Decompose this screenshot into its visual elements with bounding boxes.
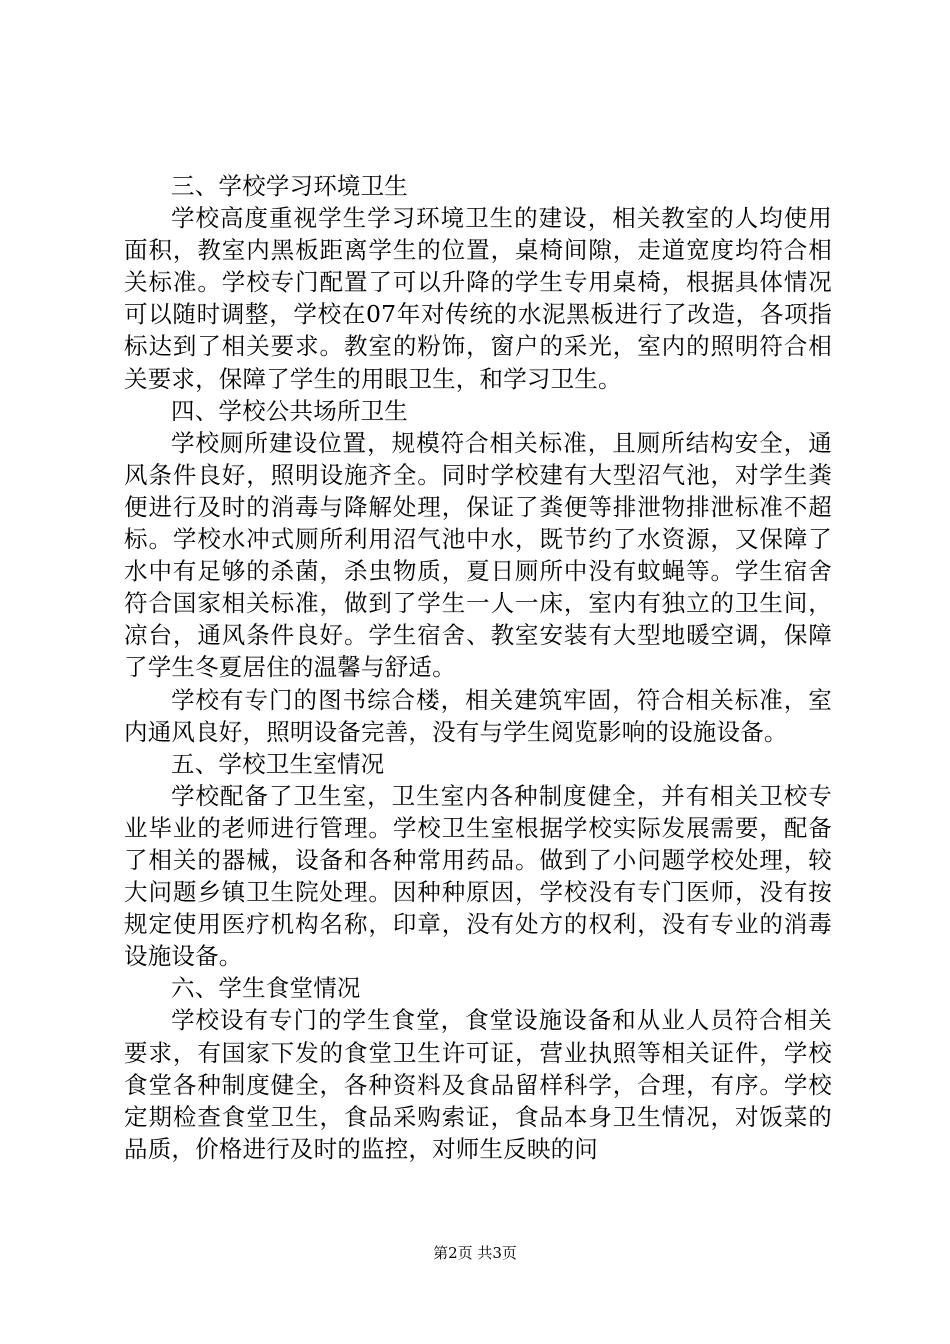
section-heading-5: 五、学校卫生室情况 (171, 749, 385, 778)
section-heading-6: 六、学生食堂情况 (171, 974, 361, 1003)
page-number: 第2页 共3页 (433, 1244, 517, 1262)
section-heading-4: 四、学校公共场所卫生 (171, 396, 408, 425)
paragraph-learning-environment: 学校高度重视学生学习环境卫生的建设，相关教室的人均使用面积，教室内黑板距离学生的位置，桌椅间隙，走道宽度均符合相关标准。学校专门配置了可以升降的学生专用桌椅，根据具体情况可以随时调整，学校在07年对传统的水泥黑板进行了改造，各项指标达到了相关要求。教室的粉饰，窗户的采光，室内的照明符合相关要求，保障了学生的用眼卫生，和学习卫生。 (124, 204, 832, 393)
document-body (124, 170, 832, 1165)
paragraph-public-places: 学校厕所建设位置，规模符合相关标准，且厕所结构安全，通风条件良好，照明设施齐全。同时学校建有大型沼气池，对学生粪便进行及时的消毒与降解处理，保证了粪便等排泄物排泄标准不超标。学校水冲式厕所利用沼气池中水，既节约了水资源，又保障了水中有足够的杀菌，杀虫物质，夏日厕所中没有蚊蝇等。学生宿舍符合国家相关标准，做到了学生一人一床，室内有独立的卫生间，凉台，通风条件良好。学生宿舍、教室安装有大型地暖空调，保障了学生冬夏居住的温馨与舒适。 (124, 428, 832, 682)
page-footer (0, 1243, 950, 1263)
paragraph-health-room: 学校配备了卫生室，卫生室内各种制度健全，并有相关卫校专业毕业的老师进行管理。学校卫生室根据学校实际发展需要，配备了相关的器械，设备和各种常用药品。做到了小问题学校处理，较大问题乡镇卫生院处理。因种种原因，学校没有专门医师，没有按规定使用医疗机构名称，印章，没有处方的权利，没有专业的消毒设施设备。 (124, 781, 832, 971)
paragraph-canteen: 学校设有专门的学生食堂，食堂设施设备和从业人员符合相关要求，有国家下发的食堂卫生许可证，营业执照等相关证件，学校食堂各种制度健全，各种资料及食品留样科学，合理，有序。学校定期检查食堂卫生，食品采购索证，食品本身卫生情况，对饭菜的品质，价格进行及时的监控，对师生反映的问 (124, 1006, 832, 1163)
paragraph-library: 学校有专门的图书综合楼，相关建筑牢固，符合相关标准，室内通风良好，照明设备完善，没有与学生阅览影响的设施设备。 (124, 685, 832, 746)
section-heading-3: 三、学校学习环境卫生 (171, 172, 408, 200)
